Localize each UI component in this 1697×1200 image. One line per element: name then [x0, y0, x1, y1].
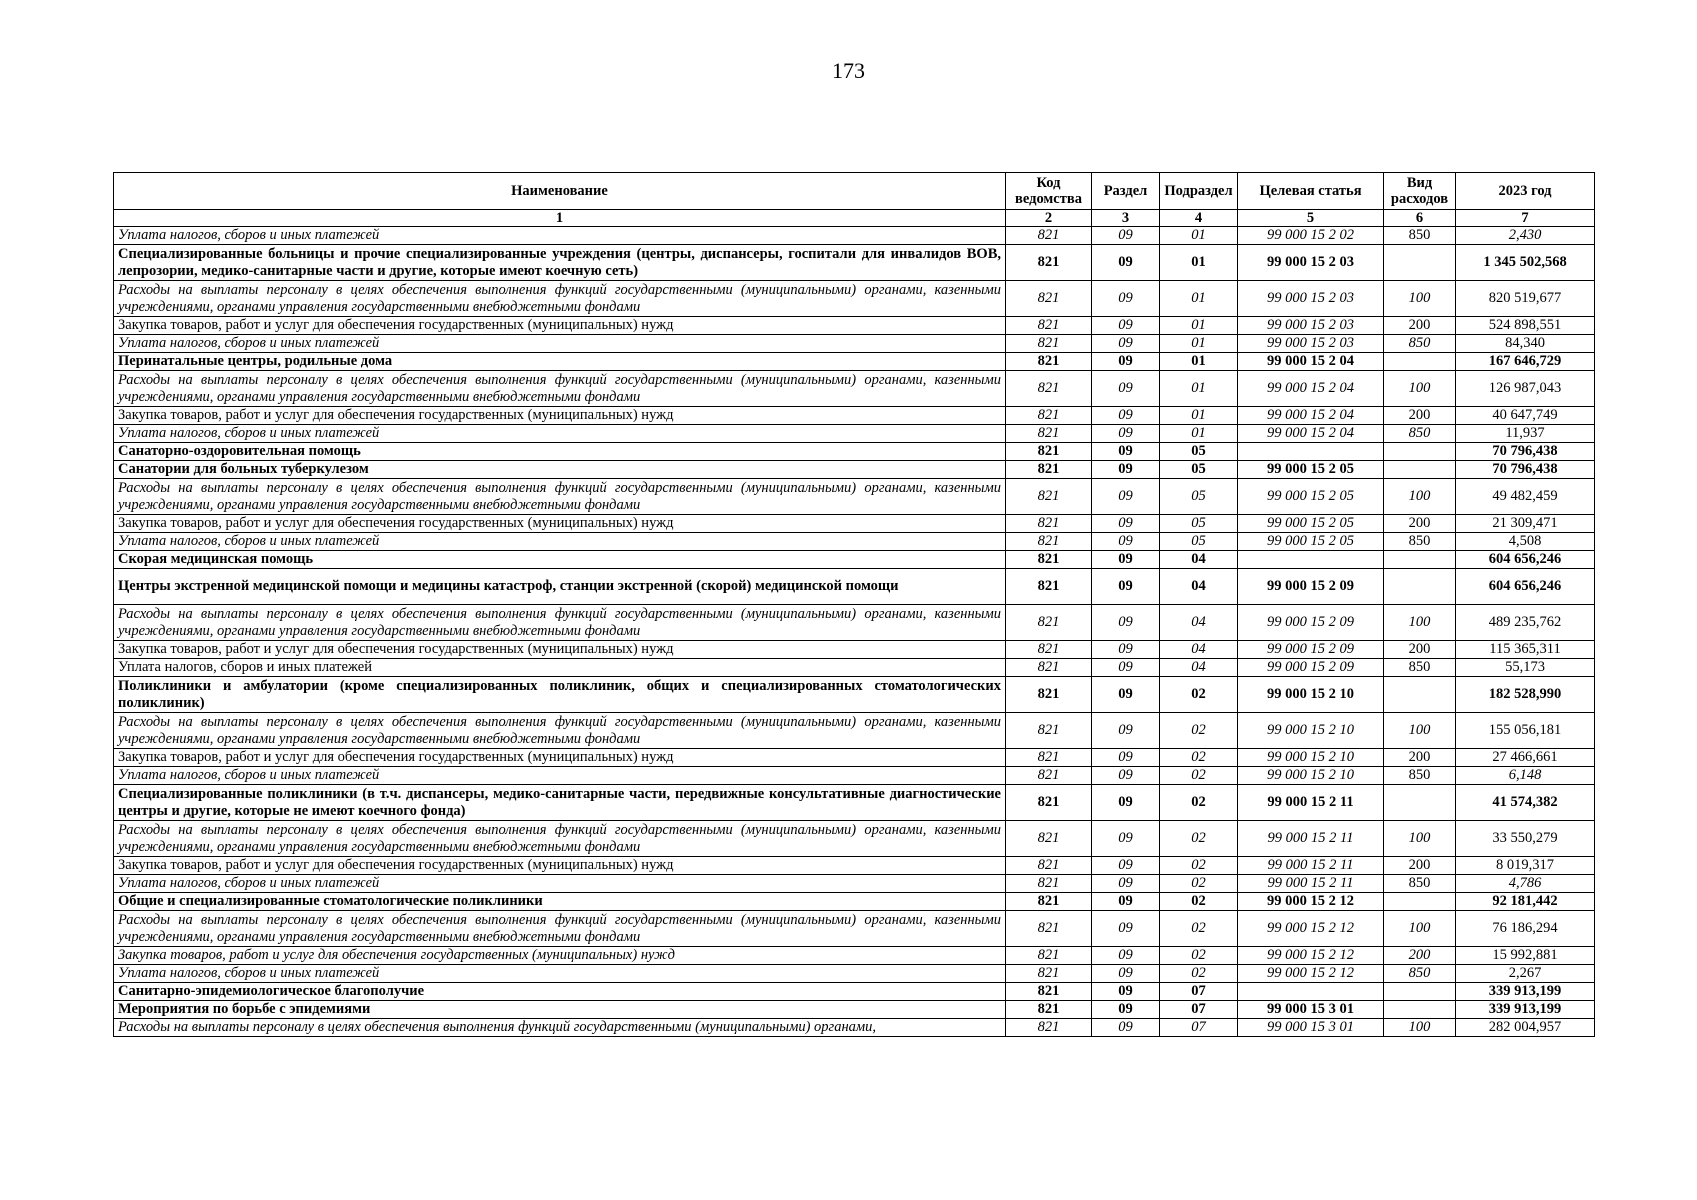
row-amount: 8 019,317	[1456, 857, 1595, 875]
row-subsection: 04	[1160, 569, 1238, 605]
table-row	[114, 677, 1595, 713]
row-subsection: 01	[1160, 227, 1238, 245]
row-subsection: 01	[1160, 353, 1238, 371]
row-name: Поликлиники и амбулатории (кроме специализированных поликлиник, общих и специализированных стоматологических поликлиник)	[114, 677, 1006, 713]
row-dept-code: 821	[1006, 407, 1092, 425]
row-expense-kind: 850	[1384, 335, 1456, 353]
row-expense-kind	[1384, 461, 1456, 479]
table-row	[114, 317, 1595, 335]
row-expense-kind: 850	[1384, 659, 1456, 677]
column-number-row	[114, 210, 1595, 227]
row-dept-code: 821	[1006, 641, 1092, 659]
table-row	[114, 947, 1595, 965]
row-subsection: 02	[1160, 785, 1238, 821]
row-section: 09	[1092, 893, 1160, 911]
row-subsection: 05	[1160, 515, 1238, 533]
row-section: 09	[1092, 641, 1160, 659]
row-expense-kind	[1384, 1001, 1456, 1019]
row-subsection: 05	[1160, 533, 1238, 551]
row-amount: 15 992,881	[1456, 947, 1595, 965]
row-amount: 49 482,459	[1456, 479, 1595, 515]
budget-table	[113, 172, 1595, 1037]
row-amount: 4,508	[1456, 533, 1595, 551]
row-target-article: 99 000 15 2 04	[1238, 407, 1384, 425]
header-name: Наименование	[114, 173, 1006, 210]
table-body	[114, 227, 1595, 1037]
row-target-article	[1238, 983, 1384, 1001]
row-expense-kind	[1384, 893, 1456, 911]
row-amount: 84,340	[1456, 335, 1595, 353]
table-row	[114, 767, 1595, 785]
row-section: 09	[1092, 785, 1160, 821]
row-subsection: 04	[1160, 551, 1238, 569]
header-subsection: Подраздел	[1160, 173, 1238, 210]
row-target-article: 99 000 15 2 03	[1238, 281, 1384, 317]
table-row	[114, 335, 1595, 353]
row-dept-code: 821	[1006, 713, 1092, 749]
table-row	[114, 659, 1595, 677]
row-expense-kind: 100	[1384, 371, 1456, 407]
row-expense-kind	[1384, 569, 1456, 605]
row-name: Уплата налогов, сборов и иных платежей	[114, 659, 1006, 677]
row-dept-code: 821	[1006, 911, 1092, 947]
row-subsection: 04	[1160, 659, 1238, 677]
row-subsection: 02	[1160, 911, 1238, 947]
row-amount: 41 574,382	[1456, 785, 1595, 821]
row-target-article: 99 000 15 2 09	[1238, 605, 1384, 641]
row-name: Специализированные поликлиники (в т.ч. диспансеры, медико-санитарные части, передвижные консультативные диагностические центры и другие, которые не имеют коечного фонда)	[114, 785, 1006, 821]
row-subsection: 01	[1160, 281, 1238, 317]
row-dept-code: 821	[1006, 677, 1092, 713]
row-name: Специализированные больницы и прочие специализированные учреждения (центры, диспансеры, госпитали для инвалидов ВОВ, лепрозории, медико-санитарные части и другие, которые имеют коечную сеть)	[114, 245, 1006, 281]
row-dept-code: 821	[1006, 659, 1092, 677]
row-target-article: 99 000 15 2 11	[1238, 857, 1384, 875]
row-amount: 167 646,729	[1456, 353, 1595, 371]
row-subsection: 05	[1160, 461, 1238, 479]
row-target-article: 99 000 15 2 10	[1238, 677, 1384, 713]
table-row	[114, 533, 1595, 551]
row-name: Расходы на выплаты персоналу в целях обеспечения выполнения функций государственными (муниципальными) органами, казенными учреждениями, органами управления государственными внебюджетными фондами	[114, 281, 1006, 317]
row-expense-kind: 200	[1384, 515, 1456, 533]
row-expense-kind: 200	[1384, 317, 1456, 335]
row-dept-code: 821	[1006, 533, 1092, 551]
row-amount: 820 519,677	[1456, 281, 1595, 317]
row-dept-code: 821	[1006, 227, 1092, 245]
row-section: 09	[1092, 1001, 1160, 1019]
table-row	[114, 443, 1595, 461]
column-number: 1	[114, 210, 1006, 227]
row-amount: 339 913,199	[1456, 1001, 1595, 1019]
row-section: 09	[1092, 857, 1160, 875]
row-subsection: 02	[1160, 965, 1238, 983]
row-section: 09	[1092, 659, 1160, 677]
row-amount: 11,937	[1456, 425, 1595, 443]
row-target-article: 99 000 15 2 05	[1238, 479, 1384, 515]
row-dept-code: 821	[1006, 767, 1092, 785]
table-row	[114, 245, 1595, 281]
row-name: Уплата налогов, сборов и иных платежей	[114, 227, 1006, 245]
row-expense-kind	[1384, 443, 1456, 461]
header-kind: Вид расходов	[1384, 173, 1456, 210]
row-name: Расходы на выплаты персоналу в целях обеспечения выполнения функций государственными (муниципальными) органами, казенными учреждениями, органами управления государственными внебюджетными фондами	[114, 911, 1006, 947]
row-section: 09	[1092, 875, 1160, 893]
row-expense-kind: 200	[1384, 749, 1456, 767]
row-name: Расходы на выплаты персоналу в целях обеспечения выполнения функций государственными (муниципальными) органами, казенными учреждениями, органами управления государственными внебюджетными фондами	[114, 605, 1006, 641]
row-section: 09	[1092, 443, 1160, 461]
row-amount: 155 056,181	[1456, 713, 1595, 749]
row-target-article: 99 000 15 2 09	[1238, 569, 1384, 605]
row-amount: 92 181,442	[1456, 893, 1595, 911]
row-name: Закупка товаров, работ и услуг для обеспечения государственных (муниципальных) нужд	[114, 317, 1006, 335]
row-name: Уплата налогов, сборов и иных платежей	[114, 335, 1006, 353]
row-expense-kind	[1384, 677, 1456, 713]
row-dept-code: 821	[1006, 893, 1092, 911]
row-amount: 604 656,246	[1456, 569, 1595, 605]
row-amount: 70 796,438	[1456, 443, 1595, 461]
row-target-article: 99 000 15 2 03	[1238, 317, 1384, 335]
row-subsection: 01	[1160, 371, 1238, 407]
row-subsection: 05	[1160, 443, 1238, 461]
row-dept-code: 821	[1006, 443, 1092, 461]
row-section: 09	[1092, 245, 1160, 281]
row-dept-code: 821	[1006, 1019, 1092, 1037]
table-row	[114, 911, 1595, 947]
table-row	[114, 227, 1595, 245]
row-expense-kind: 850	[1384, 533, 1456, 551]
row-dept-code: 821	[1006, 335, 1092, 353]
row-subsection: 04	[1160, 605, 1238, 641]
row-amount: 339 913,199	[1456, 983, 1595, 1001]
column-number: 2	[1006, 210, 1092, 227]
row-target-article: 99 000 15 2 12	[1238, 947, 1384, 965]
row-name: Центры экстренной медицинской помощи и медицины катастроф, станции экстренной (скорой) медицинской помощи	[114, 569, 1006, 605]
row-name: Уплата налогов, сборов и иных платежей	[114, 767, 1006, 785]
row-expense-kind: 200	[1384, 857, 1456, 875]
header-year: 2023 год	[1456, 173, 1595, 210]
row-amount: 21 309,471	[1456, 515, 1595, 533]
row-target-article: 99 000 15 2 10	[1238, 749, 1384, 767]
table-row	[114, 875, 1595, 893]
row-target-article	[1238, 443, 1384, 461]
row-target-article: 99 000 15 3 01	[1238, 1001, 1384, 1019]
table-row	[114, 857, 1595, 875]
row-amount: 33 550,279	[1456, 821, 1595, 857]
row-dept-code: 821	[1006, 317, 1092, 335]
row-expense-kind: 200	[1384, 641, 1456, 659]
row-subsection: 02	[1160, 767, 1238, 785]
row-name: Санитарно-эпидемиологическое благополучие	[114, 983, 1006, 1001]
row-dept-code: 821	[1006, 353, 1092, 371]
row-dept-code: 821	[1006, 857, 1092, 875]
row-amount: 2,430	[1456, 227, 1595, 245]
row-dept-code: 821	[1006, 785, 1092, 821]
row-target-article: 99 000 15 2 10	[1238, 767, 1384, 785]
row-subsection: 02	[1160, 875, 1238, 893]
row-amount: 6,148	[1456, 767, 1595, 785]
row-target-article: 99 000 15 2 11	[1238, 785, 1384, 821]
row-subsection: 02	[1160, 893, 1238, 911]
row-target-article: 99 000 15 2 05	[1238, 461, 1384, 479]
row-subsection: 04	[1160, 641, 1238, 659]
row-subsection: 05	[1160, 479, 1238, 515]
row-section: 09	[1092, 515, 1160, 533]
table-row	[114, 353, 1595, 371]
row-name: Закупка товаров, работ и услуг для обеспечения государственных (муниципальных) нужд	[114, 641, 1006, 659]
row-dept-code: 821	[1006, 947, 1092, 965]
row-section: 09	[1092, 983, 1160, 1001]
row-dept-code: 821	[1006, 875, 1092, 893]
row-target-article: 99 000 15 2 04	[1238, 371, 1384, 407]
table-row	[114, 605, 1595, 641]
row-target-article: 99 000 15 2 04	[1238, 425, 1384, 443]
row-expense-kind: 100	[1384, 1019, 1456, 1037]
row-expense-kind: 100	[1384, 605, 1456, 641]
row-expense-kind: 850	[1384, 875, 1456, 893]
table-row	[114, 749, 1595, 767]
table-row	[114, 821, 1595, 857]
row-dept-code: 821	[1006, 281, 1092, 317]
header-row	[114, 173, 1595, 210]
row-expense-kind	[1384, 245, 1456, 281]
row-expense-kind: 850	[1384, 965, 1456, 983]
row-subsection: 07	[1160, 1001, 1238, 1019]
row-amount: 489 235,762	[1456, 605, 1595, 641]
row-amount: 40 647,749	[1456, 407, 1595, 425]
table-row	[114, 461, 1595, 479]
column-number: 4	[1160, 210, 1238, 227]
row-dept-code: 821	[1006, 569, 1092, 605]
row-name: Расходы на выплаты персоналу в целях обеспечения выполнения функций государственными (муниципальными) органами, казенными учреждениями, органами управления государственными внебюджетными фондами	[114, 371, 1006, 407]
row-dept-code: 821	[1006, 245, 1092, 281]
row-section: 09	[1092, 677, 1160, 713]
row-target-article: 99 000 15 2 05	[1238, 515, 1384, 533]
row-target-article: 99 000 15 2 02	[1238, 227, 1384, 245]
row-target-article: 99 000 15 2 12	[1238, 911, 1384, 947]
table-row	[114, 641, 1595, 659]
row-target-article: 99 000 15 2 10	[1238, 713, 1384, 749]
row-subsection: 02	[1160, 677, 1238, 713]
row-section: 09	[1092, 569, 1160, 605]
table-row	[114, 371, 1595, 407]
row-section: 09	[1092, 533, 1160, 551]
row-amount: 2,267	[1456, 965, 1595, 983]
row-name: Санаторно-оздоровительная помощь	[114, 443, 1006, 461]
table-row	[114, 515, 1595, 533]
row-dept-code: 821	[1006, 605, 1092, 641]
row-section: 09	[1092, 551, 1160, 569]
row-dept-code: 821	[1006, 821, 1092, 857]
row-name: Расходы на выплаты персоналу в целях обеспечения выполнения функций государственными (муниципальными) органами, казенными учреждениями, органами управления государственными внебюджетными фондами	[114, 821, 1006, 857]
row-dept-code: 821	[1006, 749, 1092, 767]
row-expense-kind: 200	[1384, 407, 1456, 425]
row-subsection: 01	[1160, 335, 1238, 353]
row-section: 09	[1092, 407, 1160, 425]
row-name: Мероприятия по борьбе с эпидемиями	[114, 1001, 1006, 1019]
header-section: Раздел	[1092, 173, 1160, 210]
row-section: 09	[1092, 353, 1160, 371]
row-amount: 115 365,311	[1456, 641, 1595, 659]
row-amount: 282 004,957	[1456, 1019, 1595, 1037]
row-target-article: 99 000 15 2 09	[1238, 659, 1384, 677]
row-subsection: 01	[1160, 425, 1238, 443]
row-dept-code: 821	[1006, 371, 1092, 407]
row-subsection: 07	[1160, 1019, 1238, 1037]
row-section: 09	[1092, 227, 1160, 245]
row-name: Расходы на выплаты персоналу в целях обеспечения выполнения функций государственными (муниципальными) органами,	[114, 1019, 1006, 1037]
row-expense-kind	[1384, 983, 1456, 1001]
row-target-article: 99 000 15 2 05	[1238, 533, 1384, 551]
row-subsection: 07	[1160, 983, 1238, 1001]
row-dept-code: 821	[1006, 1001, 1092, 1019]
row-expense-kind	[1384, 785, 1456, 821]
row-target-article: 99 000 15 2 03	[1238, 335, 1384, 353]
row-expense-kind: 100	[1384, 911, 1456, 947]
row-section: 09	[1092, 425, 1160, 443]
row-section: 09	[1092, 767, 1160, 785]
row-expense-kind: 850	[1384, 425, 1456, 443]
row-subsection: 02	[1160, 749, 1238, 767]
row-target-article: 99 000 15 2 12	[1238, 965, 1384, 983]
row-section: 09	[1092, 749, 1160, 767]
row-name: Перинатальные центры, родильные дома	[114, 353, 1006, 371]
column-number: 7	[1456, 210, 1595, 227]
row-name: Закупка товаров, работ и услуг для обеспечения государственных (муниципальных) нужд	[114, 515, 1006, 533]
row-section: 09	[1092, 1019, 1160, 1037]
row-name: Скорая медицинская помощь	[114, 551, 1006, 569]
row-amount: 27 466,661	[1456, 749, 1595, 767]
row-name: Уплата налогов, сборов и иных платежей	[114, 965, 1006, 983]
page-number: 173	[832, 58, 865, 83]
row-name: Закупка товаров, работ и услуг для обеспечения государственных (муниципальных) нужд	[114, 947, 1006, 965]
row-section: 09	[1092, 371, 1160, 407]
row-name: Расходы на выплаты персоналу в целях обеспечения выполнения функций государственными (муниципальными) органами, казенными учреждениями, органами управления государственными внебюджетными фондами	[114, 713, 1006, 749]
row-subsection: 01	[1160, 407, 1238, 425]
table-row	[114, 569, 1595, 605]
column-number: 6	[1384, 210, 1456, 227]
row-subsection: 01	[1160, 245, 1238, 281]
row-amount: 4,786	[1456, 875, 1595, 893]
row-section: 09	[1092, 605, 1160, 641]
column-number: 5	[1238, 210, 1384, 227]
table-row	[114, 281, 1595, 317]
row-name: Уплата налогов, сборов и иных платежей	[114, 875, 1006, 893]
row-name: Общие и специализированные стоматологические поликлиники	[114, 893, 1006, 911]
row-section: 09	[1092, 317, 1160, 335]
row-amount: 604 656,246	[1456, 551, 1595, 569]
row-target-article: 99 000 15 3 01	[1238, 1019, 1384, 1037]
row-expense-kind	[1384, 353, 1456, 371]
row-name: Закупка товаров, работ и услуг для обеспечения государственных (муниципальных) нужд	[114, 407, 1006, 425]
row-section: 09	[1092, 947, 1160, 965]
row-amount: 182 528,990	[1456, 677, 1595, 713]
row-target-article: 99 000 15 2 04	[1238, 353, 1384, 371]
row-subsection: 02	[1160, 821, 1238, 857]
row-dept-code: 821	[1006, 461, 1092, 479]
row-amount: 70 796,438	[1456, 461, 1595, 479]
table-row	[114, 983, 1595, 1001]
row-section: 09	[1092, 479, 1160, 515]
row-section: 09	[1092, 911, 1160, 947]
row-amount: 76 186,294	[1456, 911, 1595, 947]
row-dept-code: 821	[1006, 479, 1092, 515]
row-dept-code: 821	[1006, 983, 1092, 1001]
row-name: Расходы на выплаты персоналу в целях обеспечения выполнения функций государственными (муниципальными) органами, казенными учреждениями, органами управления государственными внебюджетными фондами	[114, 479, 1006, 515]
table-row	[114, 425, 1595, 443]
table-row	[114, 551, 1595, 569]
column-number: 3	[1092, 210, 1160, 227]
row-section: 09	[1092, 281, 1160, 317]
row-expense-kind: 100	[1384, 821, 1456, 857]
row-amount: 1 345 502,568	[1456, 245, 1595, 281]
row-name: Закупка товаров, работ и услуг для обеспечения государственных (муниципальных) нужд	[114, 857, 1006, 875]
row-section: 09	[1092, 821, 1160, 857]
row-target-article: 99 000 15 2 09	[1238, 641, 1384, 659]
row-dept-code: 821	[1006, 551, 1092, 569]
row-expense-kind: 100	[1384, 713, 1456, 749]
row-dept-code: 821	[1006, 425, 1092, 443]
table-row	[114, 479, 1595, 515]
header-target: Целевая статья	[1238, 173, 1384, 210]
header-dept: Код ведомства	[1006, 173, 1092, 210]
row-section: 09	[1092, 461, 1160, 479]
row-name: Уплата налогов, сборов и иных платежей	[114, 533, 1006, 551]
table-row	[114, 1001, 1595, 1019]
row-expense-kind	[1384, 551, 1456, 569]
row-dept-code: 821	[1006, 965, 1092, 983]
table-row	[114, 407, 1595, 425]
row-section: 09	[1092, 335, 1160, 353]
row-section: 09	[1092, 713, 1160, 749]
row-subsection: 01	[1160, 317, 1238, 335]
row-subsection: 02	[1160, 713, 1238, 749]
row-subsection: 02	[1160, 857, 1238, 875]
row-expense-kind: 100	[1384, 479, 1456, 515]
row-target-article: 99 000 15 2 11	[1238, 875, 1384, 893]
row-target-article	[1238, 551, 1384, 569]
row-amount: 524 898,551	[1456, 317, 1595, 335]
row-section: 09	[1092, 965, 1160, 983]
row-expense-kind: 850	[1384, 227, 1456, 245]
row-target-article: 99 000 15 2 12	[1238, 893, 1384, 911]
row-amount: 55,173	[1456, 659, 1595, 677]
table-row	[114, 713, 1595, 749]
row-name: Санатории для больных туберкулезом	[114, 461, 1006, 479]
row-subsection: 02	[1160, 947, 1238, 965]
table-row	[114, 785, 1595, 821]
row-name: Закупка товаров, работ и услуг для обеспечения государственных (муниципальных) нужд	[114, 749, 1006, 767]
row-name: Уплата налогов, сборов и иных платежей	[114, 425, 1006, 443]
row-target-article: 99 000 15 2 11	[1238, 821, 1384, 857]
row-expense-kind: 100	[1384, 281, 1456, 317]
row-target-article: 99 000 15 2 03	[1238, 245, 1384, 281]
table-row	[114, 1019, 1595, 1037]
row-expense-kind: 850	[1384, 767, 1456, 785]
table-row	[114, 965, 1595, 983]
row-dept-code: 821	[1006, 515, 1092, 533]
row-expense-kind: 200	[1384, 947, 1456, 965]
table-row	[114, 893, 1595, 911]
row-amount: 126 987,043	[1456, 371, 1595, 407]
